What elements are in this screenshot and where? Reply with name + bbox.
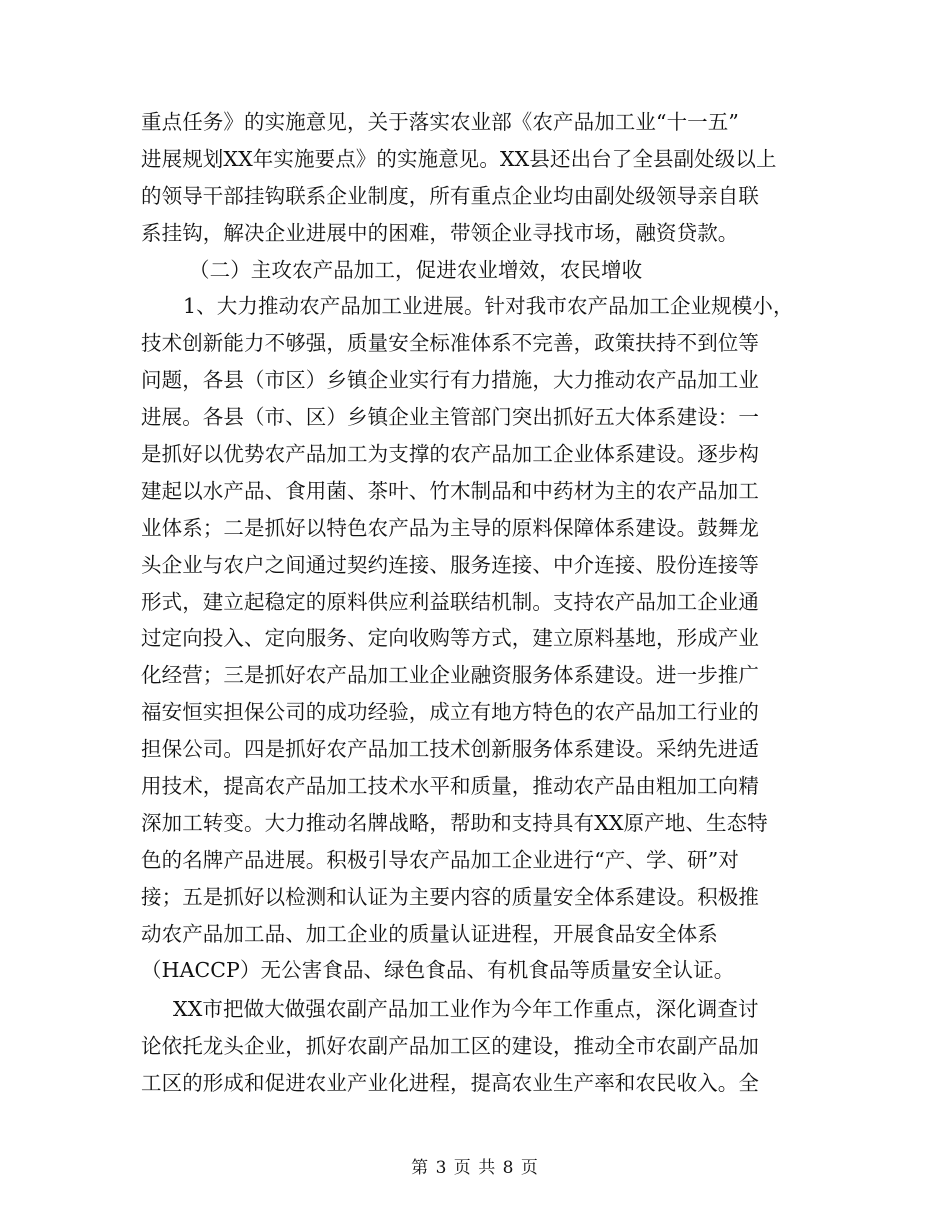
- section-heading: （二）主攻农产品加工，促进农业增效，农民增收: [189, 257, 643, 282]
- text-line: 论依托龙头企业，抓好农副产品加工区的建设，推动全市农副产品加: [141, 1034, 759, 1059]
- text-line: 形式，建立起稳定的原料供应利益联结机制。支持农产品加工企业通: [141, 589, 759, 614]
- text-line: 担保公司。四是抓好农产品加工技术创新服务体系建设。采纳先进适: [141, 737, 759, 762]
- text-line: 用技术，提高农产品加工技术水平和质量，推动农产品由粗加工向精: [141, 774, 759, 799]
- text-line: 技术创新能力不够强，质量安全标准体系不完善，政策扶持不到位等: [141, 331, 759, 356]
- text-line: 工区的形成和促进农业产业化进程，提高农业生产率和农民收入。全: [141, 1071, 759, 1096]
- text-line: 问题，各县（市区）乡镇企业实行有力措施，大力推动农产品加工业: [141, 368, 759, 393]
- text-line: 的领导干部挂钩联系企业制度，所有重点企业均由副处级领导亲自联: [141, 183, 759, 208]
- page-number-footer: 第 3 页 共 8 页: [411, 1158, 539, 1178]
- text-line: 重点任务》的实施意见，关于落实农业部《农产品加工业“十一五”: [141, 110, 739, 134]
- text-line: 色的名牌产品进展。积极引导农产品加工企业进行“产、学、研”对: [141, 847, 739, 872]
- text-line: 业体系；二是抓好以特色农产品为主导的原料保障体系建设。鼓舞龙: [141, 515, 759, 540]
- body-text: [141, 104, 821, 1102]
- text-line: 是抓好以优势农产品加工为支撑的农产品加工企业体系建设。逐步构: [141, 442, 759, 467]
- text-line: 1、大力推动农产品加工业进展。针对我市农产品加工企业规模小，: [183, 294, 794, 319]
- text-line: 过定向投入、定向服务、定向收购等方式，建立原料基地，形成产业: [141, 626, 759, 651]
- text-line: 化经营；三是抓好农产品加工业企业融资服务体系建设。进一步推广: [141, 663, 759, 688]
- text-line: 进展规划XX年实施要点》的实施意见。XX县还出台了全县副处级以上: [141, 146, 777, 171]
- text-line: 接；五是抓好以检测和认证为主要内容的质量安全体系建设。积极推: [141, 884, 759, 909]
- text-line: 系挂钩，解决企业进展中的困难，带领企业寻找市场，融资贷款。: [141, 220, 739, 245]
- text-line: 深加工转变。大力推动名牌战略，帮助和支持具有XX原产地、生态特: [141, 810, 768, 835]
- text-line: （HACCP）无公害食品、绿色食品、有机食品等质量安全认证。: [141, 958, 735, 983]
- text-line: XX市把做大做强农副产品加工业作为今年工作重点，深化调查讨: [173, 997, 759, 1022]
- text-line: 进展。各县（市、区）乡镇企业主管部门突出抓好五大体系建设：一: [141, 405, 759, 430]
- text-line: 福安恒实担保公司的成功经验，成立有地方特色的农产品加工行业的: [141, 700, 759, 725]
- text-line: 动农产品加工品、加工企业的质量认证进程，开展食品安全体系: [141, 921, 718, 946]
- text-line: 建起以水产品、食用菌、茶叶、竹木制品和中药材为主的农产品加工: [141, 478, 759, 503]
- text-line: 头企业与农户之间通过契约连接、服务连接、中介连接、股份连接等: [141, 552, 759, 577]
